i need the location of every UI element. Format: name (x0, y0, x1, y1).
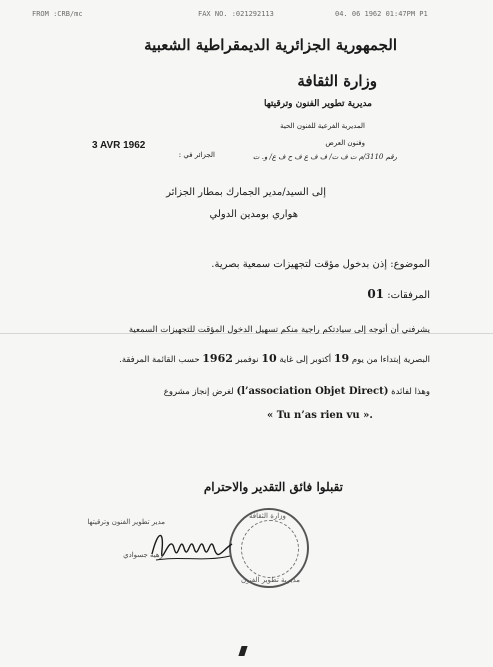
attachments-label: المرفقات: (387, 290, 430, 301)
subject-label: الموضوع: (390, 259, 430, 270)
signatory-title-line-2: زهية جسوادي (123, 551, 163, 559)
fax-datetime: 04. 06 1962 01:47PM P1 (335, 10, 428, 18)
reference-number: رقم 3110/م ت ف ت/ ف ف ع ف ح ف ع/ و. ت (252, 153, 397, 161)
subject-text: إذن بدخول مؤقت لتجهيزات سمعية بصرية. (211, 259, 388, 270)
fax-number: FAX NO. :021292113 (198, 10, 274, 18)
ministry-title: وزارة الثقافة (297, 72, 377, 90)
section-title: وفنون العرض (325, 139, 365, 147)
text-for-benefit: وهذا لفائدة (391, 387, 430, 397)
fax-from: FROM :CRB/mc (32, 10, 83, 18)
subject-line (211, 259, 430, 270)
text-project-purpose: لغرض إنجاز مشروع (163, 387, 234, 397)
body-paragraph-1-line-1: يشرفني أن أتوجه إلى سيادتكم راجية منكم تسهيل الدخول المؤقت للتجهيزات السمعية (128, 325, 430, 335)
text-from-day: البصرية إبتداءا من يوم (351, 355, 430, 365)
republic-title: الجمهورية الجزائرية الديمقراطية الشعبية (144, 36, 397, 54)
attachments-value: 01 (367, 287, 385, 301)
stamp-text-top: وزارة الثقافة (249, 512, 286, 520)
recipient-line-1: إلى السيد/مدير الجمارك بمطار الجزائر (166, 187, 326, 198)
subdirectorate-title: المديرية الفرعية للفنون الحية (280, 122, 365, 130)
place-date-label: الجزائر في : (178, 151, 215, 159)
body-paragraph-1-line-2 (119, 352, 430, 365)
start-day: 19 (333, 352, 350, 365)
body-paragraph-2 (164, 386, 430, 397)
official-stamp (229, 508, 309, 588)
year: 1962 (202, 352, 233, 365)
date-stamp: 3 AVR 1962 (92, 140, 146, 151)
project-title: « Tu n’as rien vu ». (267, 410, 373, 421)
end-day: 10 (261, 352, 277, 365)
text-until: أكتوبر إلى غاية (279, 355, 332, 365)
end-month: نوفمبر (235, 355, 259, 365)
organization-name: (l’association Objet Direct) (236, 386, 389, 397)
signature-scribble (150, 520, 235, 570)
signatory-title-line-1: مدير تطوير الفنون وترقيتها (87, 518, 165, 526)
stamp-inner-ring (241, 520, 299, 578)
text-per-list: حسب القائمة المرفقة. (119, 355, 200, 365)
attachments-line (367, 287, 430, 301)
directorate-title: مديرية تطوير الفنون وترقيتها (264, 99, 372, 109)
recipient-line-2: هواري بومدين الدولي (209, 209, 298, 220)
page-mark (238, 646, 247, 656)
stamp-text-bottom: مديرية تطوير الفنون (241, 576, 300, 584)
closing-formula: تقبلوا فائق التقدير والاحترام (203, 480, 343, 494)
